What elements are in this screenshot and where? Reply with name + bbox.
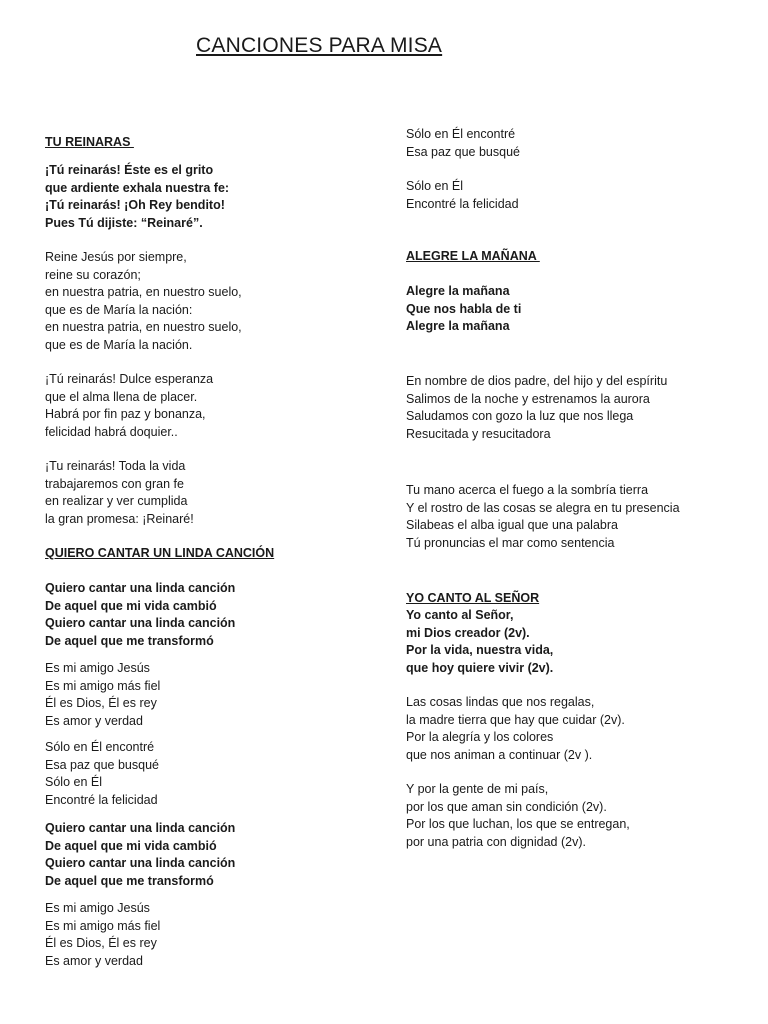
stanza [45, 900, 160, 970]
lyric-line: Habrá por fin paz y bonanza, [45, 407, 206, 421]
song-title-tu-reinaras: TU REINARAS [45, 135, 134, 149]
lyric-line: por los que aman sin condición (2v). [406, 799, 607, 814]
lyric-line: Él es Dios, Él es rey [45, 696, 157, 710]
lyric-line: Es mi amigo Jesús [45, 901, 150, 915]
chorus [45, 580, 235, 650]
lyric-line: Sólo en Él encontré [45, 740, 155, 754]
chorus [406, 607, 553, 677]
lyric-line: Reine Jesús por siempre, [45, 250, 187, 264]
lyric-line: Alegre la mañana [406, 319, 510, 333]
lyric-line: que es de María la nación: [45, 302, 193, 317]
song-title-yo-canto-al-senor: YO CANTO AL SEÑOR [406, 591, 540, 605]
song-title-alegre-la-manana: ALEGRE LA MAÑANA [406, 249, 540, 263]
lyric-line: Y por la gente de mi país, [406, 782, 549, 796]
lyric-line: Quiero cantar una linda canción [45, 856, 236, 870]
lyric-line: Saludamos con gozo la luz que nos llega [406, 409, 634, 423]
lyric-line: Las cosas lindas que nos regalas, [406, 695, 595, 709]
lyric-line: Por la alegría y los colores [406, 730, 554, 744]
page-title: CANCIONES PARA MISA [196, 34, 443, 57]
lyric-line: Es mi amigo más fiel [45, 678, 161, 693]
lyric-line: la madre tierra que hay que cuidar (2v). [406, 712, 625, 727]
lyric-line: que es de María la nación. [45, 337, 193, 352]
lyric-line: en nuestra patria, en nuestro suelo, [45, 285, 242, 299]
lyric-line: Que nos habla de ti [406, 301, 522, 316]
lyric-line: De aquel que mi vida cambió [45, 598, 217, 613]
lyric-line: Por la vida, nuestra vida, [406, 643, 554, 657]
lyric-line: Es mi amigo más fiel [45, 918, 161, 933]
lyric-line: Tu mano acerca el fuego a la sombría tierra [406, 483, 649, 497]
lyric-line: trabajaremos con gran fe [45, 476, 184, 491]
lyric-line: Es amor y verdad [45, 953, 143, 968]
lyric-line: Resucitada y resucitadora [406, 426, 551, 441]
stanza [45, 249, 242, 354]
lyric-line: que hoy quiere vivir (2v). [406, 660, 554, 675]
stanza [406, 694, 625, 764]
lyric-line: De aquel que mi vida cambió [45, 838, 217, 853]
lyric-line: Esa paz que busqué [45, 757, 159, 772]
song-title-quiero-cantar: QUIERO CANTAR UN LINDA CANCIÓN [45, 546, 275, 560]
lyric-line: en realizar y ver cumplida [45, 494, 188, 508]
lyric-line: Quiero cantar una linda canción [45, 616, 236, 630]
stanza [45, 660, 160, 730]
lyric-line: Tú pronuncias el mar como sentencia [406, 535, 615, 550]
lyric-line: Por los que luchan, los que se entregan, [406, 817, 630, 831]
chorus [406, 283, 521, 336]
lyric-line: que el alma llena de placer. [45, 389, 198, 404]
stanza [45, 739, 159, 809]
lyric-line: ¡Tú reinarás! Éste es el grito [45, 163, 214, 177]
lyric-line: mi Dios creador (2v). [406, 625, 530, 640]
lyric-line: Encontré la felicidad [406, 196, 519, 211]
stanza [45, 458, 194, 528]
lyric-line: Esa paz que busqué [406, 144, 520, 159]
lyric-line: Yo canto al Señor, [406, 608, 514, 622]
lyric-line: por una patria con dignidad (2v). [406, 834, 586, 849]
lyric-line: Encontré la felicidad [45, 792, 158, 807]
stanza [406, 482, 680, 552]
lyric-line: Salimos de la noche y estrenamos la aurora [406, 391, 650, 406]
lyric-line: Y el rostro de las cosas se alegra en tu presencia [406, 500, 680, 515]
stanza [45, 371, 213, 441]
lyric-line: ¡Tú reinarás! ¡Oh Rey bendito! [45, 198, 225, 212]
lyric-line: Sólo en Él encontré [406, 127, 516, 141]
lyric-line: Pues Tú dijiste: “Reinaré”. [45, 215, 203, 230]
lyric-line: Es mi amigo Jesús [45, 661, 150, 675]
stanza [406, 781, 630, 851]
lyric-line: Quiero cantar una linda canción [45, 581, 236, 595]
stanza [406, 178, 519, 213]
lyric-line: que ardiente exhala nuestra fe: [45, 180, 230, 195]
lyric-line: ¡Tú reinarás! Dulce esperanza [45, 372, 214, 386]
lyric-line: Él es Dios, Él es rey [45, 936, 157, 950]
lyric-line: Es amor y verdad [45, 713, 143, 728]
lyric-line: en nuestra patria, en nuestro suelo, [45, 320, 242, 334]
lyric-line: la gran promesa: ¡Reinaré! [45, 511, 194, 526]
lyric-line: reine su corazón; [45, 267, 141, 282]
chorus [45, 820, 235, 890]
lyric-line: Sólo en Él [45, 775, 102, 789]
lyric-line: que nos animan a continuar (2v ). [406, 747, 593, 762]
stanza [406, 126, 520, 161]
stanza [45, 162, 229, 232]
lyric-line: Silabeas el alba igual que una palabra [406, 518, 618, 532]
lyric-line: Quiero cantar una linda canción [45, 821, 236, 835]
lyric-line: Sólo en Él [406, 179, 463, 193]
lyric-line: En nombre de dios padre, del hijo y del espíritu [406, 374, 668, 388]
lyric-line: felicidad habrá doquier.. [45, 424, 178, 439]
lyric-line: De aquel que me transformó [45, 633, 214, 648]
lyric-line: De aquel que me transformó [45, 873, 214, 888]
stanza [406, 373, 667, 443]
lyric-line: ¡Tu reinarás! Toda la vida [45, 459, 186, 473]
lyric-line: Alegre la mañana [406, 284, 510, 298]
